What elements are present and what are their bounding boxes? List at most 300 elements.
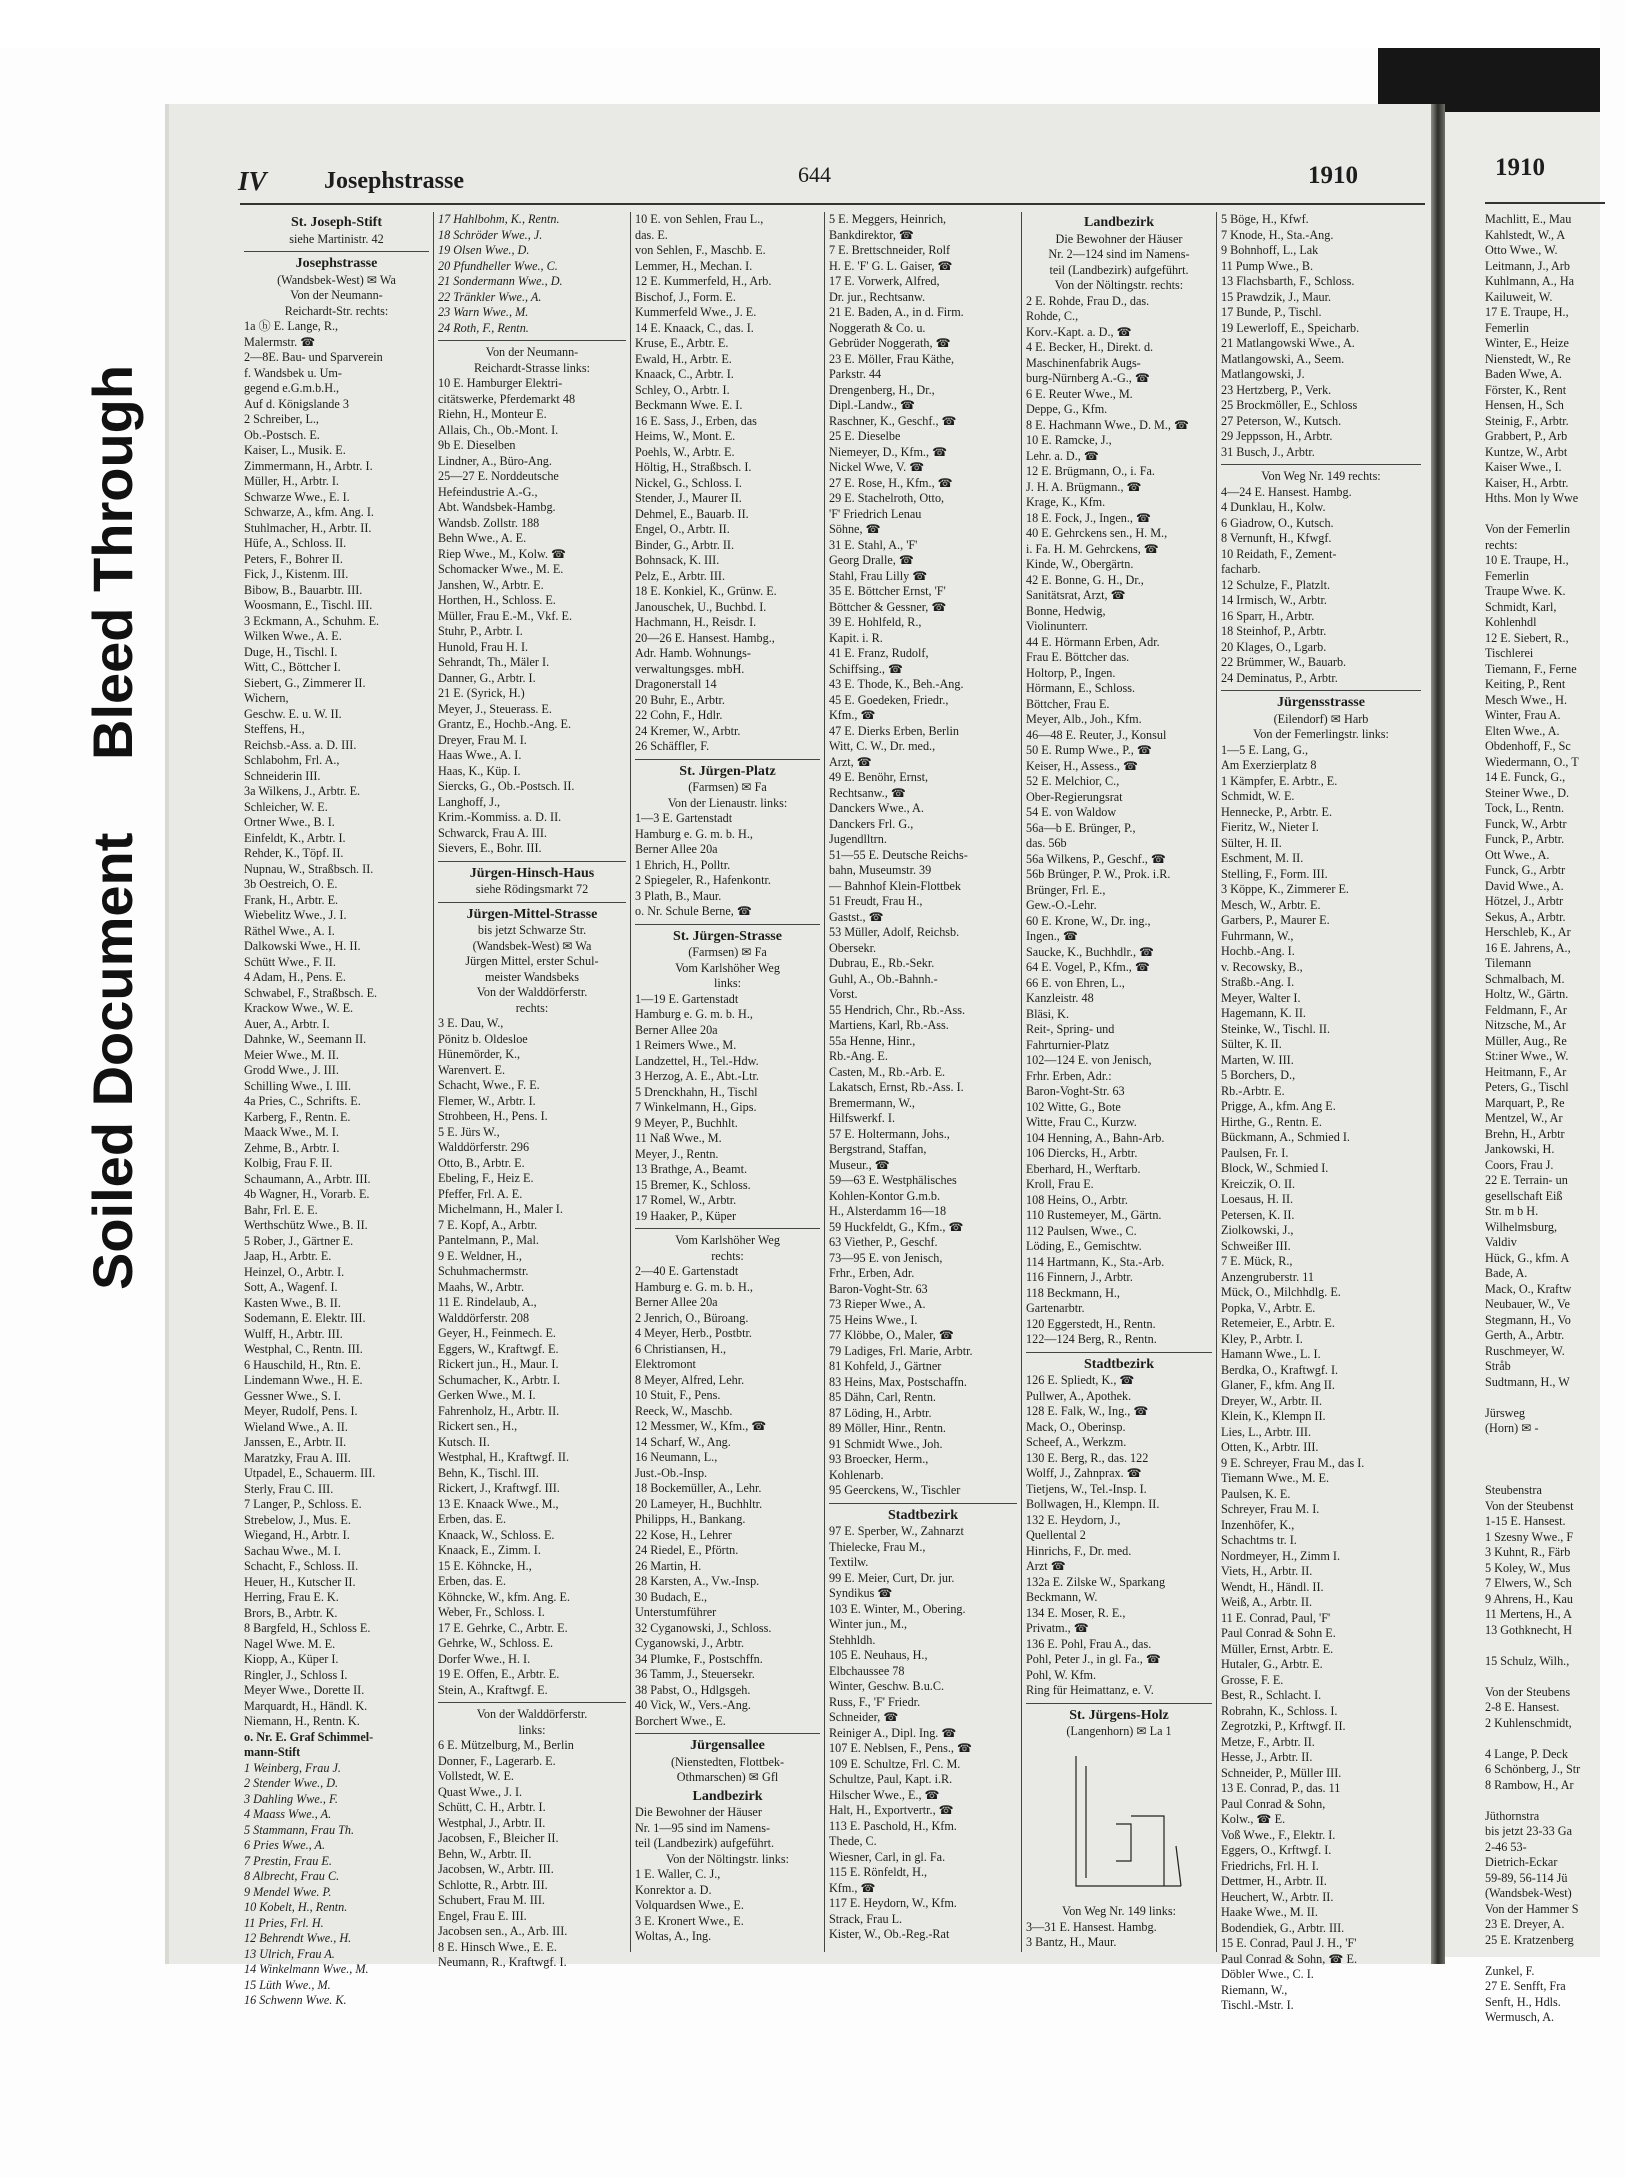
directory-entry: Poehls, W., Arbtr. E. [635, 444, 735, 459]
street-note: links: [518, 1722, 546, 1737]
directory-entry: 20 Pfundheller Wwe., C. [438, 258, 558, 273]
next-page-entry: Str. m b H. [1485, 1204, 1539, 1218]
directory-entry: 66 E. von Ehren, L., [1026, 975, 1125, 990]
directory-entry: Guhl, A., Ob.-Bahnh.- [829, 971, 938, 986]
next-page-entry: rechts: [1485, 537, 1518, 552]
next-page-entry: Senft, H., Hdls. [1485, 1994, 1561, 2009]
next-page-entry: Förster, K., Rent [1485, 382, 1567, 397]
directory-entry: 38 Pabst, O., Hdlgsgeh. [635, 1682, 751, 1697]
next-page-entry [1485, 507, 1625, 523]
directory-entry: 18 Steinhof, P., Arbtr. [1221, 624, 1327, 638]
directory-entry: 120 Eggerstedt, H., Rentn. [1026, 1316, 1156, 1331]
next-page-entry: Kuhlmann, A., Ha [1485, 274, 1575, 288]
directory-entry: Schütt, C. H., Arbtr. I. [438, 1800, 546, 1814]
directory-entry: 16 Schwenn Wwe. K. [244, 1993, 347, 2007]
directory-entry: Gehrke, W., Schloss. E. [438, 1636, 554, 1650]
directory-entry: 2 E. Rohde, Frau D., das. [1026, 293, 1150, 308]
directory-entry: 4 Dunklau, H., Kolw. [1221, 500, 1326, 514]
directory-entry: Grantz, E., Hochb.-Ang. E. [438, 717, 572, 731]
directory-entry: 6 E. Mützelburg, M., Berlin [438, 1738, 574, 1752]
next-page-entry: 1 Szesny Wwe., F [1485, 1529, 1574, 1544]
directory-entry: Cyganowski, J., Arbtr. [635, 1636, 745, 1650]
next-page-entry: Steiner Wwe., D. [1485, 785, 1570, 800]
directory-entry: 11 Pump Wwe., B. [1221, 258, 1314, 273]
directory-entry: 19 E. Offen, E., Arbtr. E. [438, 1667, 560, 1681]
street-note: Von der Neumann- [290, 288, 383, 302]
directory-entry: Mack, O., Oberinsp. [1026, 1419, 1126, 1434]
section-separator [635, 759, 820, 760]
directory-entry: 73—95 E. von Jenisch, [829, 1250, 943, 1265]
directory-entry: Hochb.-Ang. I. [1221, 944, 1295, 958]
directory-entry: Rb.-Ang. E. [829, 1049, 888, 1063]
directory-entry: Jugendlltrn. [829, 832, 887, 846]
directory-entry: 23 Warn Wwe., M. [438, 305, 529, 319]
directory-entry: 51—55 E. Deutsche Reichs- [829, 847, 968, 862]
directory-entry: 115 E. Rönfeldt, H., [829, 1865, 928, 1879]
directory-entry: 13 E. Conrad, P., das. 11 [1221, 1781, 1341, 1795]
street-note: (Nienstedten, Flottbek- [670, 1754, 785, 1769]
directory-entry: Retemeier, E., Arbtr. E. [1221, 1316, 1335, 1330]
directory-entry: 7 E. Kopf, A., Arbtr. [438, 1217, 538, 1232]
directory-entry: Anzengruberstr. 11 [1221, 1269, 1314, 1284]
directory-entry: Russ, F., 'F' Friedr. [829, 1694, 921, 1709]
directory-entry: 21 E. Baden, A., in d. Firm. [829, 305, 964, 319]
directory-entry: Schwarze, A., kfm. Ang. I. [244, 505, 374, 519]
directory-entry: Stelling, F., Form. III. [1221, 866, 1328, 881]
directory-entry: Müller, Ernst, Arbtr. E. [1221, 1641, 1334, 1656]
directory-entry: Niemann, H., Rentn. K. [244, 1714, 360, 1728]
directory-entry: 19 Haaker, P., Küper [635, 1208, 737, 1223]
directory-entry: facharb. [1221, 562, 1261, 576]
directory-entry: Eschment, M. II. [1221, 851, 1304, 865]
next-page-entry: Elten Wwe., A. [1485, 723, 1560, 738]
directory-entry: 9b E. Dieselben [438, 438, 516, 452]
directory-entry: mann-Stift [244, 1745, 301, 1759]
directory-entry: Museur., ☎ [829, 1157, 890, 1172]
directory-entry: Hinrichs, F., Dr. med. [1026, 1543, 1132, 1558]
street-note: bis jetzt Schwarze Str. [477, 923, 587, 937]
next-page-entry: Femerlin [1485, 320, 1530, 335]
next-page-entry: Funck, P., Arbtr. [1485, 832, 1565, 846]
directory-entry: Strohbeen, H., Pens. I. [438, 1109, 548, 1123]
directory-entry: Reeck, W., Maschb. [635, 1403, 733, 1418]
directory-entry: Schneider, ☎ [829, 1710, 899, 1724]
next-page-entry [1485, 1948, 1625, 1964]
street-heading: Jürgen-Hinsch-Haus [469, 865, 595, 881]
directory-entry: 83 Heins, Max, Postschaffn. [829, 1374, 967, 1389]
directory-entry: Kutsch. II. [438, 1434, 490, 1449]
directory-entry: 107 E. Neblsen, F., Pens., ☎ [829, 1741, 973, 1755]
directory-entry: Strack, Frau L. [829, 1911, 903, 1926]
directory-entry: 9 E. Schreyer, Frau M., das I. [1221, 1455, 1365, 1470]
directory-entry: 103 E. Winter, M., Obering. [829, 1601, 966, 1616]
next-page-entry: Traupe Wwe. K. [1485, 584, 1566, 598]
directory-entry: Fahrturnier-Platz [1026, 1037, 1110, 1052]
directory-entry: 44 E. Hörmann Erben, Adr. [1026, 634, 1160, 649]
directory-entry: 1 Reimers Wwe., M. [635, 1038, 737, 1052]
directory-entry: Fahrenholz, H., Arbtr. II. [438, 1403, 560, 1418]
directory-entry: Unterstumführer [635, 1605, 717, 1619]
directory-entry: Erben, das. E. [438, 1574, 507, 1588]
header-rule [240, 203, 1425, 205]
directory-entry: 1 Weinberg, Frau J. [244, 1760, 341, 1775]
next-page-entry: Holtz, W., Gärtn. [1485, 987, 1569, 1001]
directory-entry: Quast Wwe., J. I. [438, 1784, 523, 1799]
directory-entry: 14 Scharf, W., Ang. [635, 1434, 731, 1449]
directory-entry: 6 Christiansen, H., [635, 1341, 727, 1356]
directory-entry: 21 Matlangowski Wwe., A. [1221, 336, 1355, 350]
directory-entry: Wulff, H., Arbtr. III. [244, 1326, 343, 1341]
directory-entry: Söhne, ☎ [829, 522, 881, 536]
directory-entry: Heuer, H., Kutscher II. [244, 1574, 356, 1589]
next-page-entry: Keiting, P., Rent [1485, 677, 1566, 691]
directory-entry: Hüfe, A., Schloss. II. [244, 536, 347, 550]
next-page-entry: (Horn) ✉ - [1485, 1421, 1539, 1435]
street-note: siehe Rödingsmarkt 72 [475, 882, 589, 896]
next-page-entry: 2-8 E. Hansest. [1485, 1700, 1560, 1714]
street-heading: St. Jürgen-Strasse [673, 928, 782, 944]
next-page-entry [1485, 1437, 1625, 1453]
directory-entry: Dettmer, H., Arbtr. II. [1221, 1874, 1327, 1888]
next-page-entry: Kahlstedt, W., A [1485, 227, 1566, 242]
directory-entry: 56b Brünger, P. W., Prok. i.R. [1026, 867, 1171, 881]
directory-entry: Behn Wwe., A. E. [438, 531, 527, 545]
directory-entry: 6 Giadrow, O., Kutsch. [1221, 515, 1334, 530]
next-page-entry: Hensen, H., Sch [1485, 398, 1564, 412]
section-number: IV [238, 166, 267, 196]
directory-entry: Bergstrand, Staffan, [829, 1142, 927, 1156]
directory-entry: Engel, Frau E. III. [438, 1908, 527, 1923]
directory-entry: 5 Borchers, D., [1221, 1068, 1296, 1082]
directory-entry: 59—63 E. Westphälisches [829, 1173, 957, 1187]
directory-entry: Holtorp, P., Ingen. [1026, 665, 1116, 680]
directory-column-4 [825, 212, 1021, 1952]
next-page-entry: Sudtmann, H., W [1485, 1374, 1570, 1389]
directory-entry: Rickert, J., Kraftwgf. III. [438, 1481, 560, 1495]
directory-entry: Pohl, W. Kfm. [1026, 1667, 1097, 1682]
directory-entry: Meyer, Alb., Joh., Kfm. [1026, 712, 1142, 726]
directory-entry: 22 Kose, H., Lehrer [635, 1527, 732, 1542]
directory-entry: Matlangowski, A., Seem. [1221, 351, 1345, 366]
directory-entry: Walddörferstr. 208 [438, 1310, 530, 1325]
directory-entry: 1—3 E. Gartenstadt [635, 811, 733, 825]
directory-entry: Rickert jun., H., Maur. I. [438, 1357, 559, 1371]
next-page-entry: Nienstedt, W., Re [1485, 351, 1571, 366]
directory-entry: Räthel Wwe., A. I. [244, 923, 335, 938]
directory-entry: 8 Meyer, Alfred, Lehr. [635, 1372, 745, 1387]
condition-stamp [70, 330, 150, 1330]
directory-entry: Schneiderin III. [244, 768, 321, 783]
top-margin [0, 0, 1600, 48]
directory-entry: Paul Conrad & Sohn E. [1221, 1626, 1336, 1640]
directory-entry: Krage, K., Kfm. [1026, 495, 1106, 509]
directory-entry: Wiebelitz Wwe., J. I. [244, 908, 347, 922]
next-page-entry: gesellschaft Eiß [1485, 1188, 1563, 1203]
directory-entry: bahn, Museumstr. 39 [829, 863, 932, 877]
directory-entry: 22 Tränkler Wwe., A. [438, 289, 542, 304]
directory-entry: Sievers, E., Bohr. III. [438, 841, 542, 855]
directory-entry: v. Recowsky, B., [1221, 959, 1303, 974]
directory-entry: 16 Sparr, H., Arbtr. [1221, 608, 1315, 623]
directory-entry: 104 Henning, A., Bahn-Arb. [1026, 1130, 1165, 1145]
directory-entry: Gew.-O.-Lehr. [1026, 898, 1097, 912]
directory-entry: 130 E. Berg, R., das. 122 [1026, 1450, 1149, 1465]
directory-entry: 110 Rustemeyer, M., Gärtn. [1026, 1208, 1162, 1222]
directory-entry: Lemmer, H., Mechan. I. [635, 258, 753, 273]
directory-entry: 1a ⓗ E. Lange, R., [244, 319, 339, 333]
directory-entry: Neumann, R., Kraftwgf. I. [438, 1955, 567, 1969]
street-note: Von der Walddörferstr. [476, 985, 588, 999]
directory-entry: Otten, K., Arbtr. III. [1221, 1440, 1319, 1454]
directory-entry: 8 Bargfeld, H., Schloss E. [244, 1621, 371, 1635]
directory-entry: Bankdirektor, ☎ [829, 227, 915, 242]
section-separator [438, 861, 626, 862]
street-heading: Landbezirk [692, 1788, 763, 1804]
directory-entry: 13 Ulrich, Frau A. [244, 1946, 335, 1961]
directory-entry: Pantelmann, P., Mal. [438, 1233, 539, 1247]
directory-entry: Die Bewohner der Häuser [635, 1805, 762, 1819]
directory-entry: Elbchaussee 78 [829, 1663, 905, 1678]
directory-entry: Schlotte, R., Arbtr. III. [438, 1877, 548, 1892]
directory-entry: Stuhr, P., Arbtr. I. [438, 624, 523, 638]
directory-entry: Sülter, K. II. [1221, 1037, 1282, 1051]
directory-entry: 29 Jeppsson, H., Arbtr. [1221, 429, 1333, 443]
next-page-entry: Mack, O., Kraftw [1485, 1281, 1572, 1296]
directory-entry: Dalkowski Wwe., H. II. [244, 939, 361, 953]
directory-entry: Nupnau, W., Straßbsch. II. [244, 861, 374, 876]
next-page-entry: Zunkel, F. [1485, 1963, 1535, 1978]
directory-entry: Baron-Voght-Str. 63 [829, 1281, 928, 1296]
directory-entry: Warenvert. E. [438, 1062, 506, 1077]
directory-entry: Arzt ☎ [1026, 1559, 1066, 1573]
section-separator [438, 902, 626, 903]
next-page-entry: Machlitt, E., Mau [1485, 212, 1572, 226]
directory-entry: von Sehlen, F., Maschb. E. [635, 243, 766, 257]
directory-entry: Jaap, H., Arbtr. E. [244, 1249, 332, 1263]
directory-entry: Stahl, Frau Lilly ☎ [829, 568, 928, 583]
directory-entry: 56a—b E. Brünger, P., [1026, 820, 1136, 835]
directory-entry: Donner, F., Lagerarb. E. [438, 1753, 556, 1768]
next-page-entry: Tiemann, F., Ferne [1485, 661, 1577, 676]
directory-entry: Kohlenarb. [829, 1467, 884, 1482]
directory-entry: 73 Rieper Wwe., A. [829, 1297, 926, 1311]
directory-entry: Schacht, F., Schloss. II. [244, 1559, 359, 1573]
directory-entry: Abt. Wandsbek-Hambg. [438, 500, 556, 514]
directory-column-3 [631, 212, 824, 1952]
directory-entry: 6 Pries Wwe., A. [244, 1838, 326, 1852]
street-note: (Langenhorn) ✉ La 1 [1066, 1724, 1172, 1738]
directory-entry: 5 Rober, J., Gärtner E. [244, 1233, 354, 1248]
directory-entry: Frau E. Böttcher das. [1026, 650, 1130, 664]
directory-entry: Friedrichs, Frl. H. I. [1221, 1858, 1319, 1873]
directory-entry: Marten, W. III. [1221, 1052, 1294, 1067]
directory-entry: 15 E. Köhncke, H., [438, 1558, 532, 1573]
street-note: Vom Karlshöher Weg [675, 1233, 780, 1247]
directory-entry: teil (Landbezirk) aufgeführt. [635, 1836, 775, 1850]
directory-entry: Knaack, E., Zimm. I. [438, 1543, 541, 1557]
directory-entry: Flemer, W., Arbtr. I. [438, 1093, 536, 1108]
directory-entry: 4 Adam, H., Pens. E. [244, 970, 346, 984]
directory-entry: Vollstedt, W. E. [438, 1769, 514, 1783]
directory-entry: Janouschek, U., Buchbd. I. [635, 599, 767, 614]
directory-entry: Ober-Regierungsrat [1026, 789, 1123, 804]
directory-entry: Heims, W., Mont. E. [635, 429, 736, 443]
directory-entry: Langhoff, J., [438, 794, 501, 809]
street-note: Von der Femerlingstr. links: [1253, 727, 1389, 741]
directory-column-2 [434, 212, 630, 1969]
street-note: Vom Karlshöher Weg [675, 960, 780, 975]
directory-entry: Kolw., ☎ E. [1221, 1812, 1286, 1826]
directory-entry: Frank, H., Arbtr. E. [244, 892, 339, 907]
next-page-entry: Coors, Frau J. [1485, 1157, 1554, 1172]
directory-entry: 8 Vernunft, H., Kfwgf. [1221, 531, 1332, 545]
directory-entry: Elektromont [635, 1357, 696, 1371]
next-page-entry: 8 Rambow, H., Ar [1485, 1777, 1574, 1792]
directory-entry: 52 E. Melchior, C., [1026, 774, 1120, 788]
next-page-entry: 23 E. Dreyer, A. [1485, 1917, 1565, 1931]
directory-entry: Kruse, E., Arbtr. E. [635, 336, 729, 350]
next-page-entry: Hück, G., kfm. A [1485, 1250, 1570, 1265]
next-page-entry: 59-89, 56-114 Jü [1485, 1870, 1568, 1885]
directory-entry: i. Fa. H. M. Gehrckens, ☎ [1026, 541, 1159, 556]
section-separator [1026, 1352, 1212, 1353]
directory-entry: Berdka, O., Kraftwgf. I. [1221, 1362, 1339, 1377]
running-head-street: Josephstrasse [324, 168, 465, 194]
directory-entry: 57 E. Holtermann, Johs., [829, 1126, 950, 1141]
directory-entry: Schneider, P., Müller III. [1221, 1765, 1342, 1780]
directory-entry: Marquardt, H., Händl. K. [244, 1698, 368, 1713]
directory-entry: 12 Messmer, W., Kfm., ☎ [635, 1419, 767, 1433]
directory-entry: Rehder, K., Töpf. II. [244, 846, 344, 860]
directory-entry: 99 E. Meier, Curt, Dr. jur. [829, 1570, 955, 1585]
directory-entry: 55a Henne, Hinr., [829, 1033, 916, 1048]
directory-entry: Schuhmachermstr. [438, 1264, 529, 1278]
directory-entry: Rickert sen., H., [438, 1419, 518, 1433]
directory-entry: Gebrüder Noggerath, ☎ [829, 336, 951, 350]
directory-entry: Zegrotzki, P., Krftwgf. II. [1221, 1719, 1346, 1733]
directory-entry: 9 E. Weldner, H., [438, 1248, 522, 1263]
street-heading: St. Joseph-Stift [290, 215, 382, 230]
directory-entry: Garbers, P., Maurer E. [1221, 913, 1330, 927]
directory-entry: Zehme, B., Arbtr. I. [244, 1140, 340, 1155]
section-separator [635, 1228, 820, 1229]
directory-entry: 4 E. Becker, H., Direkt. d. [1026, 340, 1154, 354]
directory-entry: 22 Cohn, F., Hdlr. [635, 708, 723, 722]
street-note: Nr. 2—124 sind im Namens- [1048, 247, 1190, 261]
directory-entry: 34 Plumke, F., Postschffn. [635, 1651, 763, 1666]
directory-entry: 3 E. Kronert Wwe., E. [635, 1913, 744, 1928]
directory-entry: Petersen, K. II. [1221, 1207, 1295, 1222]
site-plan-diagram [1056, 1746, 1212, 1901]
directory-entry: Erben, das. E. [438, 1512, 507, 1526]
directory-entry: 47 E. Dierks Erben, Berlin [829, 723, 959, 738]
street-note: links: [713, 976, 742, 990]
directory-entry: Sodemann, E. Elektr. III. [244, 1311, 366, 1325]
next-page-entry: Kailuweit, W. [1485, 289, 1553, 304]
directory-entry: Otto, B., Arbtr. E. [438, 1155, 525, 1170]
directory-entry: 25 Brockmöller, E., Schloss [1221, 398, 1358, 412]
directory-entry: Allais, Ch., Ob.-Mont. I. [438, 422, 559, 437]
street-note: Von der Walddörferstr. [476, 1707, 588, 1721]
next-page-entry [1485, 1390, 1625, 1406]
directory-entry: 21 Sondermann Wwe., D. [438, 274, 563, 288]
directory-entry: Hunold, Frau H. I. [438, 639, 529, 654]
directory-entry: Woltas, A., Ing. [635, 1929, 712, 1943]
directory-entry: Viets, H., Arbtr. II. [1221, 1564, 1313, 1578]
directory-entry: 13 Flachsbarth, F., Schloss. [1221, 274, 1355, 288]
directory-entry: Sott, A., Wagenf. I. [244, 1280, 338, 1294]
directory-entry: Pohl, Peter J., in gl. Fa., ☎ [1026, 1652, 1162, 1666]
directory-entry: Gessner Wwe., S. I. [244, 1388, 341, 1403]
directory-entry: Tischl.-Mstr. I. [1221, 1998, 1294, 2012]
directory-entry: 7 E. Mück, R., [1221, 1254, 1293, 1268]
next-page-entry: Steinig, F., Arbtr. [1485, 413, 1569, 428]
directory-entry: Bläsi, K. [1026, 1006, 1069, 1021]
directory-entry: 5 Drenckhahn, H., Tischl [635, 1084, 758, 1099]
directory-entry: 32 Cyganowski, J., Schloss. [635, 1620, 772, 1635]
directory-entry: 6 E. Reuter Wwe., M. [1026, 386, 1133, 401]
directory-entry: 24 Roth, F., Rentn. [438, 320, 529, 335]
directory-entry: Behn, K., Tischl. III. [438, 1465, 539, 1480]
directory-entry: 26 Schäffler, F. [635, 739, 710, 753]
next-page-entry: Von der Steubenst [1485, 1498, 1574, 1513]
directory-entry: Hamburg e. G. m. b. H., [635, 1279, 753, 1294]
directory-entry: H., Alsterdamm 16—18 [829, 1204, 947, 1218]
directory-entry: o. Nr. E. Graf Schimmel- [244, 1729, 374, 1744]
directory-entry: Lies, L., Arbtr. III. [1221, 1424, 1312, 1439]
directory-entry: 126 E. Spliedt, K., ☎ [1026, 1373, 1135, 1387]
next-page-entry: Winter, E., Heize [1485, 336, 1569, 350]
directory-entry: Schweißer III. [1221, 1238, 1291, 1253]
directory-entry: 1—5 E. Lang, G., [1221, 742, 1308, 757]
directory-entry: 7 Prestin, Frau E. [244, 1853, 332, 1868]
directory-entry: 3 Bantz, H., Maur. [1026, 1935, 1117, 1949]
directory-entry: Binder, G., Arbtr. II. [635, 537, 735, 552]
directory-entry: Haake Wwe., M. II. [1221, 1905, 1318, 1919]
directory-entry: Fick, J., Kistenm. III. [244, 567, 349, 581]
directory-entry: Inzenhöfer, K., [1221, 1517, 1295, 1532]
directory-entry: Stein, A., Kraftwgf. E. [438, 1682, 548, 1697]
directory-entry: 60 E. Krone, W., Dr. ing., [1026, 913, 1151, 928]
street-heading: Jürgensallee [690, 1738, 765, 1753]
next-page-fragment [1445, 112, 1600, 2024]
directory-entry: Klein, K., Klempn II. [1221, 1409, 1326, 1423]
directory-entry: — Bahnhof Klein-Flottbek [829, 878, 962, 893]
directory-entry: 97 E. Sperber, W., Zahnarzt [829, 1524, 964, 1538]
directory-entry: Dubrau, E., Rb.-Sekr. [829, 956, 935, 970]
directory-entry: Konrektor a. D. [635, 1882, 712, 1897]
directory-entry: 15 Prawdzik, J., Maur. [1221, 289, 1332, 304]
directory-entry: Bremermann, W., [829, 1095, 915, 1110]
next-page-entry: Hths. Mon ly Wwe [1485, 491, 1579, 505]
directory-entry: 10 Kobelt, H., Rentn. [244, 1900, 348, 1914]
directory-entry: Baron-Voght-Str. 63 [1026, 1084, 1125, 1098]
directory-entry: 118 Beckmann, H., [1026, 1285, 1120, 1300]
directory-entry: Auf d. Königslande 3 [244, 396, 349, 411]
directory-entry: 1—19 E. Gartenstadt [635, 991, 739, 1006]
directory-entry: 11 Pries, Frl. H. [244, 1915, 324, 1930]
directory-entry: Kister, W., Ob.-Reg.-Rat [829, 1927, 950, 1941]
directory-entry: 89 Möller, Hinr., Rentn. [829, 1421, 946, 1435]
directory-entry: Reichsb.-Ass. a. D. III. [244, 737, 357, 752]
directory-entry: 132 E. Heydorn, J., [1026, 1512, 1121, 1527]
directory-entry: 22 Brümmer, W., Bauarb. [1221, 655, 1347, 669]
directory-entry: Grosse, F. E. [1221, 1672, 1284, 1687]
stamp-soiled-document: Soiled Document [81, 832, 144, 1290]
directory-entry: Martiens, Karl, Rb.-Ass. [829, 1018, 949, 1032]
directory-entry: Lindemann Wwe., H. E. [244, 1373, 363, 1387]
directory-entry: Ebeling, F., Heiz E. [438, 1171, 534, 1185]
